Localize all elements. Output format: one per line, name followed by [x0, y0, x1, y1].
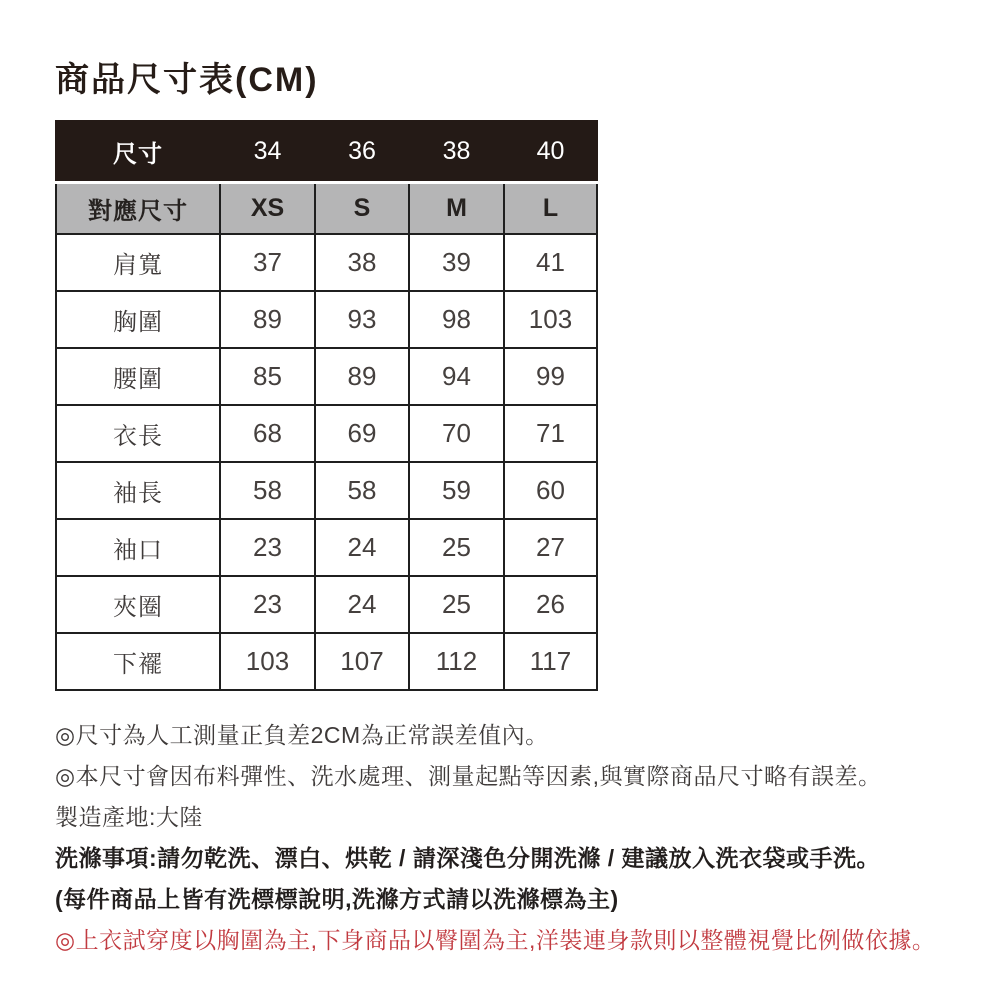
value-cell: 71 [504, 405, 597, 462]
corresponding-size-row [56, 182, 597, 234]
value-cell: 58 [315, 462, 409, 519]
value-cell: 89 [315, 348, 409, 405]
value-cell: 25 [409, 576, 504, 633]
header-label-cell: 尺寸 [56, 121, 220, 182]
table-row-shoulder-width [56, 234, 597, 291]
row-label-cell: 夾圈 [56, 576, 220, 633]
value-cell: 26 [504, 576, 597, 633]
size-letter-cell: S [315, 182, 409, 234]
value-cell: 41 [504, 234, 597, 291]
value-cell: 60 [504, 462, 597, 519]
note-fabric-variance: ◎本尺寸會因布料彈性、洗水處理、測量起點等因素,與實際商品尺寸略有誤差。 [55, 763, 882, 789]
row-label-cell: 胸圍 [56, 291, 220, 348]
table-row-cuff [56, 519, 597, 576]
value-cell: 98 [409, 291, 504, 348]
value-cell: 24 [315, 576, 409, 633]
note-measure-tolerance: ◎尺寸為人工測量正負差2CM為正常誤差值內。 [55, 722, 549, 748]
value-cell: 24 [315, 519, 409, 576]
table-row-sleeve-length [56, 462, 597, 519]
header-size-cell: 34 [220, 121, 315, 182]
size-letter-cell: XS [220, 182, 315, 234]
header-size-cell: 38 [409, 121, 504, 182]
value-cell: 59 [409, 462, 504, 519]
row-label-cell: 下襬 [56, 633, 220, 690]
size-letter-cell: L [504, 182, 597, 234]
value-cell: 89 [220, 291, 315, 348]
value-cell: 107 [315, 633, 409, 690]
size-header-row [56, 121, 597, 182]
row-label-cell: 袖口 [56, 519, 220, 576]
row-label-cell: 衣長 [56, 405, 220, 462]
value-cell: 69 [315, 405, 409, 462]
value-cell: 112 [409, 633, 504, 690]
value-cell: 117 [504, 633, 597, 690]
size-table [55, 120, 598, 691]
value-cell: 103 [504, 291, 597, 348]
value-cell: 37 [220, 234, 315, 291]
table-row-garment-length [56, 405, 597, 462]
note-care-label: (每件商品上皆有洗標標說明,洗滌方式請以洗滌標為主) [55, 886, 619, 912]
page-title: 商品尺寸表(CM) [55, 61, 319, 99]
value-cell: 27 [504, 519, 597, 576]
size-row-label-cell: 對應尺寸 [56, 182, 220, 234]
header-size-cell: 36 [315, 121, 409, 182]
value-cell: 70 [409, 405, 504, 462]
value-cell: 85 [220, 348, 315, 405]
header-size-cell: 40 [504, 121, 597, 182]
notes-section [55, 715, 960, 961]
value-cell: 94 [409, 348, 504, 405]
table-row-armhole [56, 576, 597, 633]
value-cell: 25 [409, 519, 504, 576]
table-row-waist [56, 348, 597, 405]
note-fitting-guide: ◎上衣試穿度以胸圍為主,下身商品以臀圍為主,洋裝連身款則以整體視覺比例做依據。 [55, 927, 936, 953]
table-row-bust [56, 291, 597, 348]
row-label-cell: 肩寬 [56, 234, 220, 291]
value-cell: 58 [220, 462, 315, 519]
note-washing-instructions: 洗滌事項:請勿乾洗、漂白、烘乾 / 請深淺色分開洗滌 / 建議放入洗衣袋或手洗。 [55, 845, 880, 871]
table-row-hem [56, 633, 597, 690]
size-letter-cell: M [409, 182, 504, 234]
value-cell: 103 [220, 633, 315, 690]
row-label-cell: 袖長 [56, 462, 220, 519]
value-cell: 23 [220, 519, 315, 576]
value-cell: 23 [220, 576, 315, 633]
row-label-cell: 腰圍 [56, 348, 220, 405]
value-cell: 38 [315, 234, 409, 291]
value-cell: 39 [409, 234, 504, 291]
value-cell: 68 [220, 405, 315, 462]
note-origin: 製造產地:大陸 [55, 804, 203, 830]
value-cell: 93 [315, 291, 409, 348]
value-cell: 99 [504, 348, 597, 405]
